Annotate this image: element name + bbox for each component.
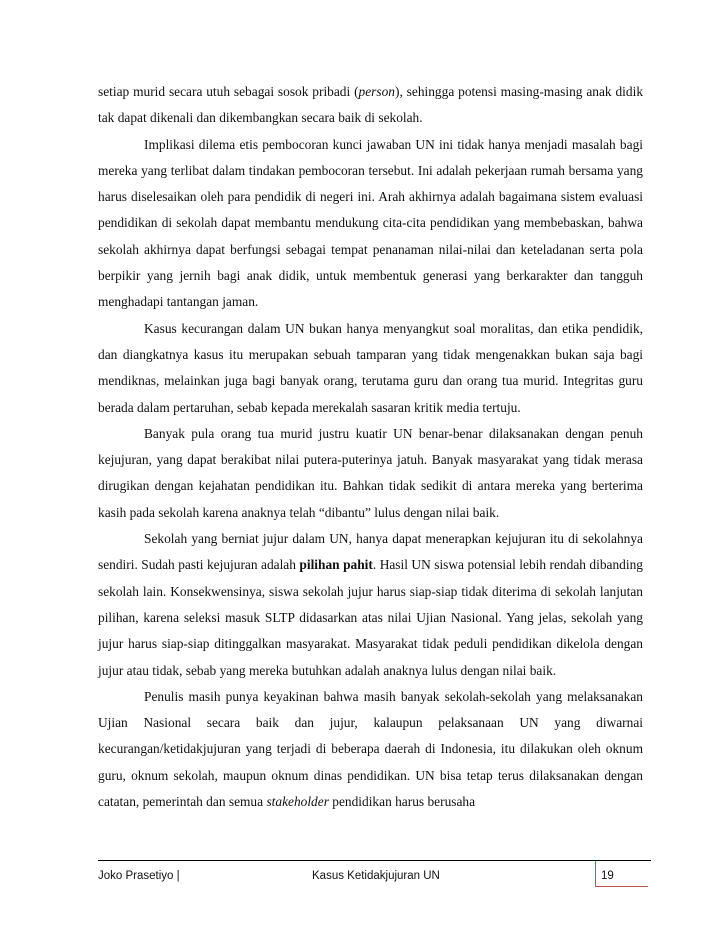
page-number: 19: [601, 870, 614, 882]
bold-text: pilihan pahit: [299, 557, 373, 573]
text-run: Kasus kecurangan dalam UN bukan hanya menyangkut soal moralitas, dan etika pendidik, dan diangkatnya kasus itu merupakan sebuah tamparan yang tidak mengenakkan bukan saja bagi mendiknas, melainkan juga bagi banyak orang, terutama guru dan orang tua murid. Integritas guru berada dalam pertaruhan, sebab kepada merekalah sasaran kritik media tertuju.: [98, 320, 643, 415]
paragraph: [98, 132, 643, 316]
page-body: [98, 79, 643, 815]
footer-title: Kasus Ketidakjujuran UN: [312, 870, 440, 882]
paragraph: [98, 421, 643, 526]
paragraph: [98, 526, 643, 684]
paragraph: [98, 316, 643, 421]
page-footer: [98, 860, 651, 889]
text-run: Sekolah yang berniat jujur dalam UN, hanya dapat menerapkan kejujuran itu di sekolahnya sendiri. Sudah pasti kejujuran adalah: [98, 531, 643, 573]
page-number-box: [595, 861, 648, 887]
paragraph: [98, 79, 643, 132]
italic-text: person: [358, 84, 395, 99]
text-run: pendidikan harus berusaha: [328, 794, 476, 810]
text-run: Banyak pula orang tua murid justru kuatir UN benar-benar dilaksanakan dengan penuh kejujuran, yang dapat berakibat nilai putera-puterinya jatuh. Banyak masyarakat yang tidak merasa dirugikan dengan kejahatan pendidikan itu. Bahkan tidak sedikit di antara mereka yang berterima kasih pada sekolah karena anaknya telah “dibantu” lulus dengan nilai baik.: [98, 425, 643, 520]
italic-text: stakeholder: [266, 794, 329, 810]
text-run: Penulis masih punya keyakinan bahwa masih banyak sekolah-sekolah yang melaksanakan Ujian Nasional secara baik dan jujur, kalaupun pelaksanaan UN yang diwarnai kecurangan/ketidakjujuran yang terjadi di beberapa daerah di Indonesia, itu dilakukan oleh oknum guru, oknum sekolah, maupun oknum dinas pendidikan. UN bisa tetap terus dilaksanakan dengan catatan, pemerintah dan semua: [98, 688, 643, 810]
text-run: setiap murid secara utuh sebagai sosok pribadi (: [98, 84, 359, 99]
footer-author: Joko Prasetiyo |: [98, 870, 180, 882]
text-run: Implikasi dilema etis pembocoran kunci jawaban UN ini tidak hanya menjadi masalah bagi mereka yang terlibat dalam tindakan pembocoran tersebut. Ini adalah pekerjaan rumah bersama yang harus diselesaikan oleh para pendidik di negeri ini. Arah akhirnya adalah bagaimana sistem evaluasi pendidikan di sekolah dapat membantu mendukung cita-cita pendidikan yang membebaskan, bahwa sekolah akhirnya dapat berfungsi sebagai tempat penanaman nilai-nilai dan keteladanan serta pola berpikir yang jernih bagi anak didik, untuk membentuk generasi yang berkarakter dan tangguh menghadapi tantangan jaman.: [98, 136, 643, 310]
paragraph: [98, 684, 643, 815]
text-run: ), sehingga potensi masing-masing anak didik tak dapat dikenali dan dikembangkan secara baik di sekolah.: [98, 84, 644, 126]
text-run: . Hasil UN siswa potensial lebih rendah dibanding sekolah lain. Konsekwensinya, siswa sekolah jujur harus siap-siap tidak diterima di sekolah lanjutan pilihan, karena seleksi masuk SLTP didasarkan atas nilai Ujian Nasional. Yang jelas, sekolah yang jujur harus siap-siap ditinggalkan masyarakat. Masyarakat tidak peduli pendidikan dikelola dengan jujur atau tidak, sebab yang mereka butuhkan adalah anaknya lulus dengan nilai baik.: [98, 557, 643, 678]
